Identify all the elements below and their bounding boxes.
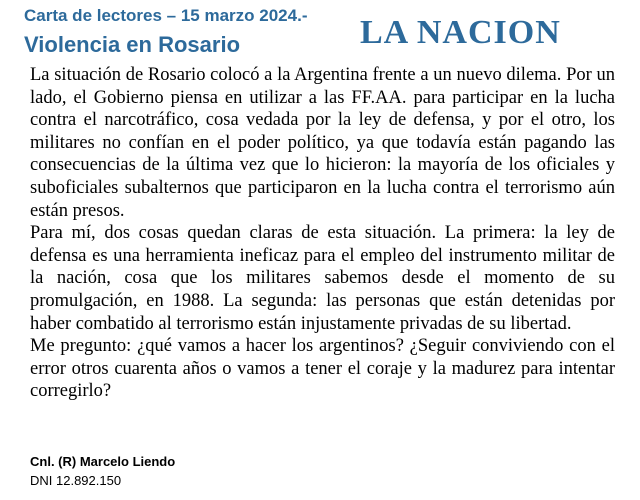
letter-body xyxy=(30,64,615,403)
newspaper-masthead: LA NACION xyxy=(360,14,561,51)
letter-paragraph-1: La situación de Rosario colocó a la Argentina frente a un nuevo dilema. Por un lado, el Gobierno piensa en utilizar a las FF.AA. para participar en la lucha contra el narcotráfico, cosa vedada por la ley de defensa, y por el otro, los militares no confían en el poder político, ya que todavía están pagando las consecuencias de la última vez que lo hicieron: la mayoría de los oficiales y suboficiales subalternos que participaron en la lucha contra el terrorismo aún están presos. xyxy=(30,65,615,221)
author-name: Cnl. (R) Marcelo Liendo xyxy=(30,454,176,469)
letter-paragraph-3: Me pregunto: ¿qué vamos a hacer los argentinos? ¿Seguir conviviendo con el error otros cuarenta años o vamos a tener el coraje y la madurez para intentar corregirlo? xyxy=(30,336,615,402)
letter-paragraph-2: Para mí, dos cosas quedan claras de esta situación. La primera: la ley de defensa es una herramienta ineficaz para el empleo del instrumento militar de la nación, cosa que los militares sabemos desde el momento de su promulgación, en 1988. La segunda: las personas que están detenidas por haber combatido al terrorismo están injustamente privadas de su libertad. xyxy=(30,223,615,334)
letter-title: Violencia en Rosario xyxy=(24,32,241,57)
section-label: Carta de lectores – 15 marzo 2024.- xyxy=(24,6,308,25)
signature-block xyxy=(30,452,175,490)
author-dni: DNI 12.892.150 xyxy=(30,473,122,488)
